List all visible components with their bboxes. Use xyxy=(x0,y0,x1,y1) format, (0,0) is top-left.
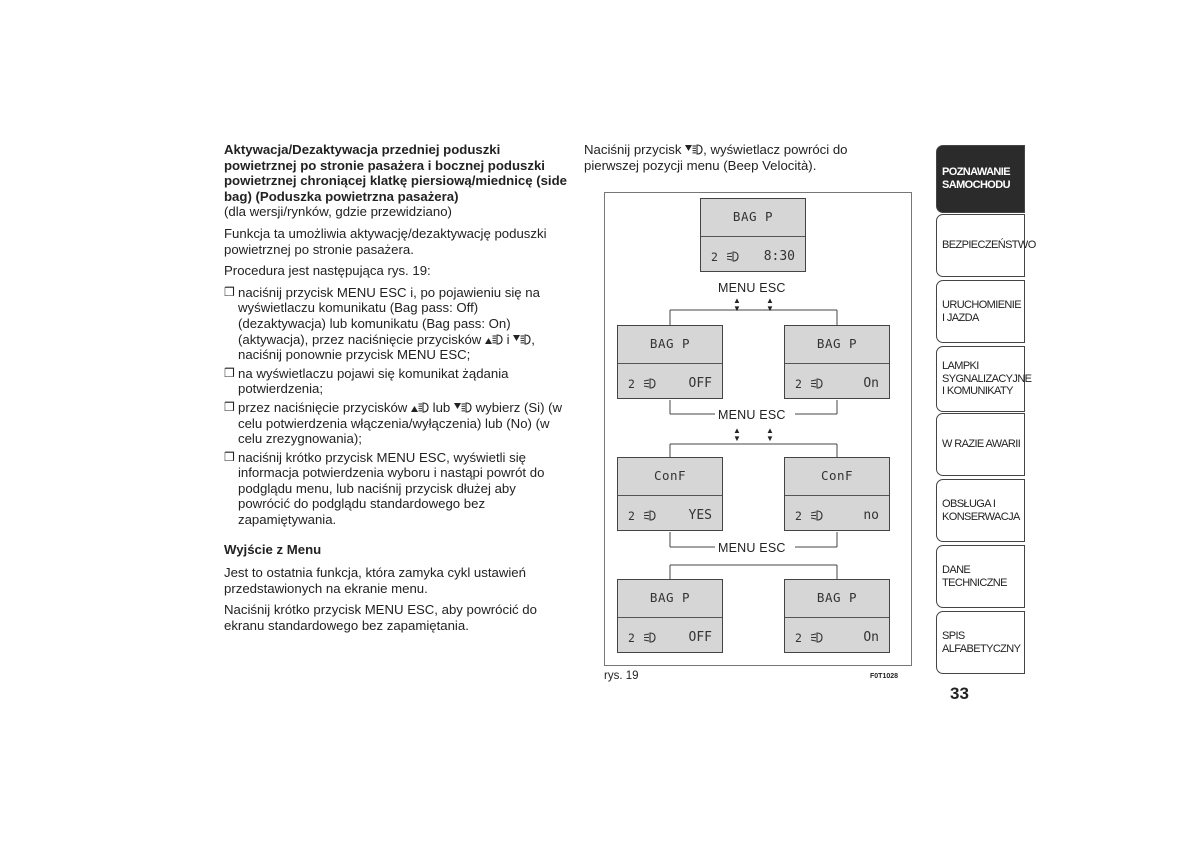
up-down-arrow-icon: ▲ ▼ xyxy=(766,426,774,443)
tab-lampki-sygnalizacyjne[interactable]: LAMPKI SYGNALIZACYJNE I KOMUNIKATY xyxy=(936,346,1025,412)
list-item: ❒ przez naciśnięcie przycisków lub wybierz (Si) (w celu potwierdzenia włączenia/wyłączenia) lub (No) (w celu zrezygnowania); xyxy=(224,399,563,447)
lcd-display-conf-yes: ConF 2 YES xyxy=(617,457,723,531)
list-item: ❒ naciśnij przycisk MENU ESC i, po pojawieniu się na wyświetlaczu komunikatu (Bag pass: Off) (dezaktywacja) lub komunikatu (Bag pass: On) (aktywacja), przez naciśnięcie przycisków i , naciśnij ponownie przycisk MENU ESC; xyxy=(224,284,540,363)
headlight-icon xyxy=(809,378,823,389)
tab-uruchomienie-i-jazda[interactable]: URUCHOMIENIE I JAZDA xyxy=(936,280,1025,343)
tab-bezpieczenstwo[interactable]: BEZPIECZEŃSTWO xyxy=(936,214,1025,277)
checkbox-bullet-icon: ❒ xyxy=(224,284,235,299)
light-down-button-icon xyxy=(685,144,703,155)
lcd-display-bag-off-final: BAG P 2 OFF xyxy=(617,579,723,653)
paragraph-procedure: Procedura jest następująca rys. 19: xyxy=(224,263,431,279)
figure-code: F0T1028 xyxy=(870,673,899,680)
menu-esc-label: MENU ESC xyxy=(718,408,786,422)
lcd-display-bag-on: BAG P 2 On xyxy=(784,325,890,399)
up-down-arrow-icon: ▲ ▼ xyxy=(766,296,774,313)
tab-poznawanie-samochodu[interactable]: POZNAWANIE SAMOCHODU xyxy=(936,145,1025,213)
headlight-icon xyxy=(809,510,823,521)
lcd-display-bag-off: BAG P 2 OFF xyxy=(617,325,723,399)
menu-esc-label: MENU ESC xyxy=(718,281,786,295)
tab-w-razie-awarii[interactable]: W RAZIE AWARII xyxy=(936,413,1025,476)
tab-dane-techniczne[interactable]: DANE TECHNICZNE xyxy=(936,545,1025,608)
headlight-icon xyxy=(725,251,739,262)
headlight-icon xyxy=(642,378,656,389)
left-column xyxy=(224,142,569,640)
menu-esc-label: MENU ESC xyxy=(718,541,786,555)
light-up-button-icon xyxy=(411,402,429,413)
checkbox-bullet-icon: ❒ xyxy=(224,365,235,380)
figure-caption: rys. 19 xyxy=(604,670,639,682)
headlight-icon xyxy=(642,510,656,521)
tab-spis-alfabetyczny[interactable]: SPIS ALFABETYCZNY xyxy=(936,611,1025,674)
exit-paragraph-1: Jest to ostatnia funkcja, która zamyka cykl ustawień przedstawionych na ekranie menu. xyxy=(224,565,526,596)
up-down-arrow-icon: ▲ ▼ xyxy=(733,296,741,313)
exit-menu-heading: Wyjście z Menu xyxy=(224,541,322,557)
checkbox-bullet-icon: ❒ xyxy=(224,449,235,464)
right-intro-text: Naciśnij przycisk , wyświetlacz powróci do pierwszej pozycji menu (Beep Velocità). xyxy=(584,142,848,173)
up-down-arrow-icon: ▲ ▼ xyxy=(733,426,741,443)
checkbox-bullet-icon: ❒ xyxy=(224,399,235,414)
section-heading: Aktywacja/Dezaktywacja przedniej poduszki powietrznej po stronie pasażera i bocznej poduszki powietrznej chroniącej klatkę piersiową/miednicę (side bag) (Poduszka powietrzna pasażera) xyxy=(224,142,567,204)
lcd-display-bag-on-final: BAG P 2 On xyxy=(784,579,890,653)
light-down-button-icon xyxy=(454,402,472,413)
headlight-icon xyxy=(642,632,656,643)
lcd-display-top: BAG P 2 8:30 xyxy=(700,198,806,272)
exit-paragraph-2: Naciśnij krótko przycisk MENU ESC, aby powrócić do ekranu standardowego bez zapamiętania. xyxy=(224,602,537,634)
list-item: ❒ naciśnij krótko przycisk MENU ESC, wyświetli się informacja potwierdzenia wyboru i nastąpi powrót do podglądu menu, lub naciśnij przycisk dłużej aby powrócić do podglądu standardowego bez zapamiętywania. xyxy=(224,449,545,528)
page-number: 33 xyxy=(950,684,969,703)
list-item: ❒ na wyświetlaczu pojawi się komunikat żądania potwierdzenia; xyxy=(224,365,509,397)
light-down-button-icon xyxy=(513,334,531,345)
lcd-display-conf-no: ConF 2 no xyxy=(784,457,890,531)
tab-obsluga-i-konserwacja[interactable]: OBSŁUGA I KONSERWACJA xyxy=(936,479,1025,542)
heading-note: (dla wersji/rynków, gdzie przewidziano) xyxy=(224,204,452,220)
headlight-icon xyxy=(809,632,823,643)
figure-19-diagram xyxy=(604,192,912,666)
light-up-button-icon xyxy=(485,334,503,345)
paragraph-intro: Funkcja ta umożliwia aktywację/dezaktywację poduszki powietrznej po stronie pasażera. xyxy=(224,225,547,257)
